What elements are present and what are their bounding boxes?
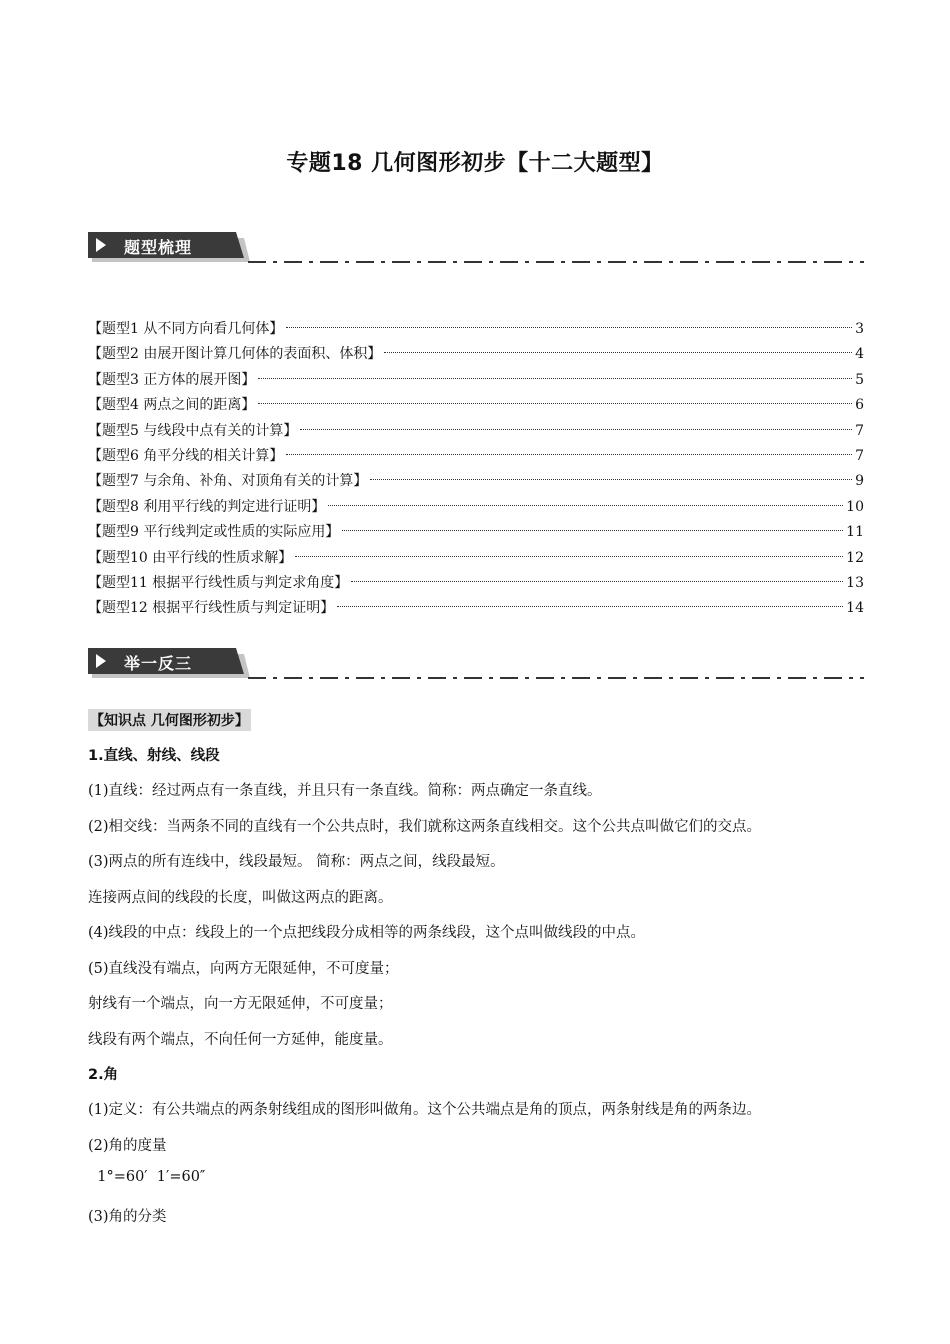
- page-title: 专题18 几何图形初步【十二大题型】: [286, 151, 664, 176]
- section-heading: 2.角: [88, 1067, 119, 1083]
- paragraph: 射线有一个端点，向一方无限延伸，不可度量；: [88, 996, 393, 1012]
- banner-graphic: [88, 232, 864, 272]
- paragraph: (3)两点的所有连线中，线段最短。 简称：两点之间，线段最短。: [88, 854, 505, 870]
- paragraph: (1)直线：经过两点有一条直线，并且只有一条直线。简称：两点确定一条直线。: [88, 783, 602, 799]
- paragraph: 线段有两个端点，不向任何一方延伸，能度量。: [88, 1032, 393, 1048]
- paragraph: 连接两点间的线段的长度，叫做这两点的距离。: [88, 890, 393, 906]
- paragraph: 1°=60′ 1′=60″: [88, 1169, 206, 1185]
- toc-row[interactable]: 【题型10 由平行线的性质求解】 12: [88, 549, 864, 566]
- paragraph: (1)定义：有公共端点的两条射线组成的图形叫做角。这个公共端点是角的顶点，两条射线是角的两条边。: [88, 1102, 762, 1118]
- knowledge-point-label: 【知识点 几何图形初步】: [88, 709, 251, 731]
- section-banner-examples: [88, 648, 864, 688]
- toc-row[interactable]: 【题型7 与余角、补角、对顶角有关的计算】 9: [88, 473, 864, 490]
- toc-row[interactable]: 【题型12 根据平行线性质与判定证明】 14: [88, 600, 864, 617]
- toc-row[interactable]: 【题型6 角平分线的相关计算】 7: [88, 447, 864, 464]
- toc-row[interactable]: 【题型2 由展开图计算几何体的表面积、体积】 4: [88, 346, 864, 363]
- toc-row[interactable]: 【题型11 根据平行线性质与判定求角度】 13: [88, 574, 864, 591]
- toc-row[interactable]: 【题型9 平行线判定或性质的实际应用】 11: [88, 524, 864, 541]
- paragraph: (5)直线没有端点，向两方无限延伸，不可度量；: [88, 961, 399, 977]
- table-of-contents: [88, 317, 864, 622]
- toc-row[interactable]: 【题型4 两点之间的距离】 6: [88, 397, 864, 414]
- toc-row[interactable]: 【题型3 正方体的展开图】 5: [88, 371, 864, 388]
- paragraph: (2)相交线：当两条不同的直线有一个公共点时，我们就称这两条直线相交。这个公共点叫做它们的交点。: [88, 819, 762, 835]
- toc-row[interactable]: 【题型8 利用平行线的判定进行证明】 10: [88, 498, 864, 515]
- toc-row[interactable]: 【题型5 与线段中点有关的计算】 7: [88, 422, 864, 439]
- paragraph: (2)角的度量: [88, 1138, 167, 1154]
- banner-label: 题型梳理: [124, 238, 193, 257]
- section-banner-toc: [88, 232, 864, 272]
- banner-graphic: [88, 648, 864, 688]
- paragraph: (3)角的分类: [88, 1209, 167, 1225]
- section-heading: 1.直线、射线、线段: [88, 748, 220, 764]
- toc-row[interactable]: 【题型1 从不同方向看几何体】 3: [88, 321, 864, 337]
- banner-label: 举一反三: [124, 654, 193, 673]
- paragraph: (4)线段的中点：线段上的一个点把线段分成相等的两条线段，这个点叫做线段的中点。: [88, 925, 646, 941]
